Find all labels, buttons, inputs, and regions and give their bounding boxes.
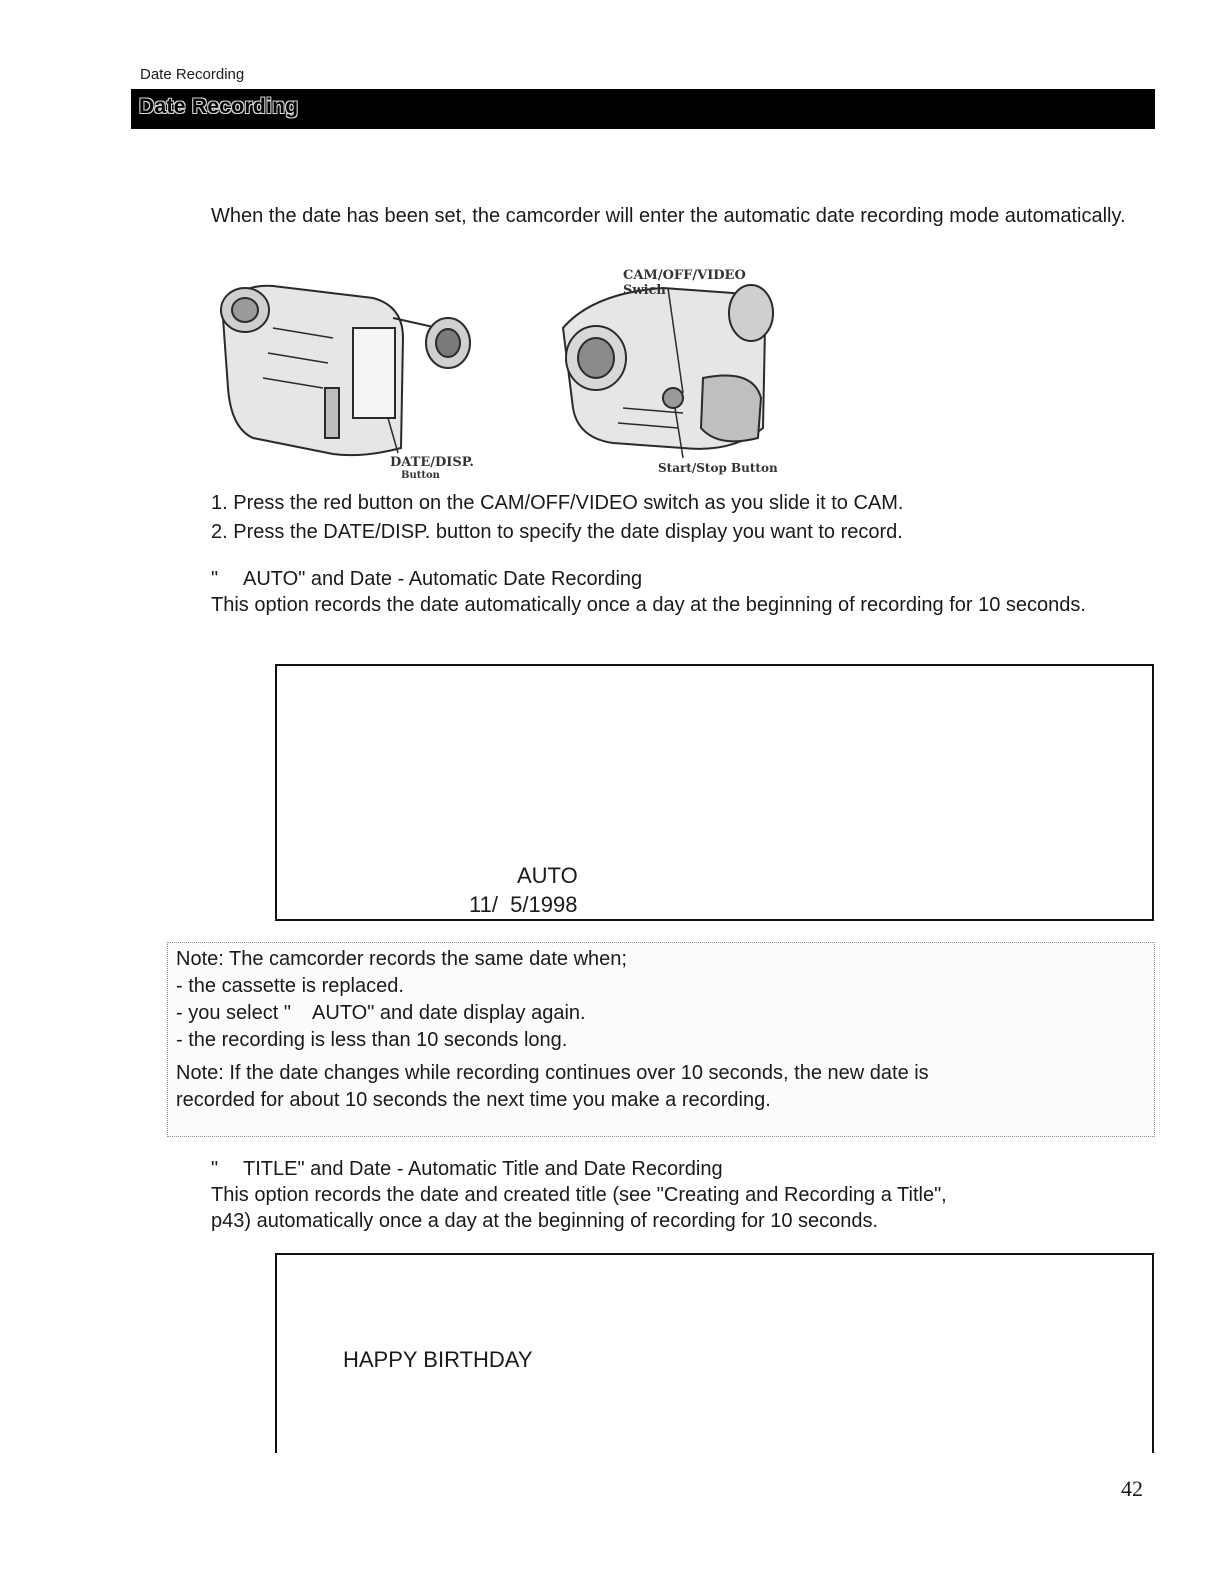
note-line-5: Note: If the date changes while recording continues over 10 seconds, the new date is: [176, 1062, 929, 1084]
page-number: 42: [1121, 1476, 1143, 1501]
auto-body: This option records the date automatically once a day at the beginning of recording for 10 seconds.: [211, 594, 1086, 616]
title-heading-quote: ": [211, 1158, 219, 1180]
auto-section: [211, 566, 1151, 618]
camcorder-left-drawing: [221, 286, 470, 455]
title-body-line-1: This option records the date and created title (see "Creating and Recording a Title",: [211, 1184, 947, 1206]
steps-list: [211, 490, 1141, 548]
screen-date: 11/ 5/1998: [469, 892, 578, 917]
screen-title-text: HAPPY BIRTHDAY: [343, 1347, 533, 1372]
title-heading: [211, 1156, 1151, 1182]
title-body-line-2: p43) automatically once a day at the beginning of recording for 10 seconds.: [211, 1210, 879, 1232]
note-line-3: - you select " AUTO" and date display again.: [176, 1002, 586, 1024]
page-title: Date Recording: [139, 95, 299, 118]
camcorder-illustration: [213, 258, 793, 483]
auto-heading-quote: ": [211, 568, 219, 590]
screen-auto-label: AUTO: [517, 863, 578, 888]
note-box: [167, 942, 1155, 1137]
auto-heading: [211, 566, 1151, 592]
step-1: 1. Press the red button on the CAM/OFF/VIDEO switch as you slide it to CAM.: [211, 492, 904, 514]
note-line-6: recorded for about 10 seconds the next time you make a recording.: [176, 1089, 771, 1111]
note-line-2: - the cassette is replaced.: [176, 975, 404, 997]
title-heading-text: TITLE" and Date - Automatic Title and Date Recording: [243, 1158, 723, 1180]
section-title-bar: [131, 89, 1155, 129]
label-date-disp: DATE/DISP.: [390, 455, 474, 470]
title-section: [211, 1156, 1151, 1234]
intro-paragraph: When the date has been set, the camcorder will enter the automatic date recording mode automatically.: [211, 205, 1126, 227]
running-head: Date Recording: [140, 66, 245, 83]
note-line-1: Note: The camcorder records the same date when;: [176, 948, 627, 970]
auto-date-screen: [275, 664, 1154, 921]
auto-heading-text: AUTO" and Date - Automatic Date Recording: [243, 568, 643, 590]
title-date-screen: [275, 1253, 1154, 1453]
camcorder-right-drawing: [563, 285, 773, 458]
step-2: 2. Press the DATE/DISP. button to specify the date display you want to record.: [211, 521, 903, 543]
label-cam-off-video-switch: CAM/OFF/VIDEO Swich: [623, 268, 746, 298]
label-button: Button: [401, 470, 440, 481]
note-line-4: - the recording is less than 10 seconds long.: [176, 1029, 568, 1051]
label-start-stop-button: Start/Stop Button: [658, 461, 778, 475]
